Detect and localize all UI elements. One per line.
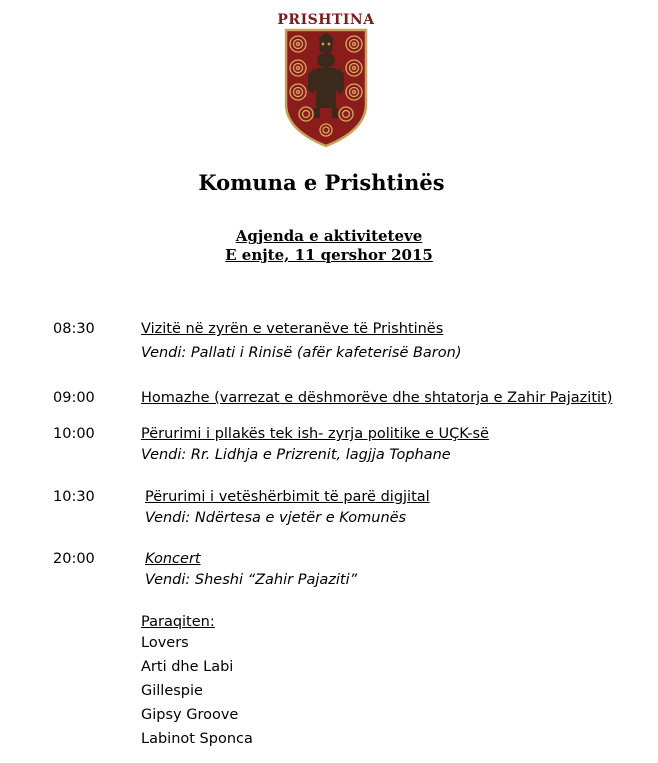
event-title: Përurimi i pllakës tek ish- zyrja politike e UÇK-së — [141, 426, 489, 442]
event-title: Homazhe (varrezat e dëshmorëve dhe shtatorja e Zahir Pajazitit) — [141, 390, 613, 406]
agenda-heading: Agjenda e aktiviteteve — [235, 227, 423, 245]
performer-item: Lovers — [141, 635, 189, 651]
event-time: 20:00 — [53, 551, 95, 567]
agenda-date: E enjte, 11 qershor 2015 — [225, 246, 433, 264]
performer-item: Arti dhe Labi — [141, 659, 234, 675]
event-time: 09:00 — [53, 390, 95, 406]
event-location: Vendi: Sheshi “Zahir Pajaziti” — [145, 572, 358, 588]
municipality-title: Komuna e Prishtinës — [198, 170, 445, 195]
event-title: Përurimi i vetëshërbimit të parë digjital — [145, 489, 430, 505]
performer-item: Gillespie — [141, 683, 203, 699]
event-location: Vendi: Ndërtesa e vjetër e Komunës — [145, 510, 407, 526]
event-time: 10:30 — [53, 489, 95, 505]
performer-item: Labinot Sponca — [141, 731, 253, 747]
performer-item: Gipsy Groove — [141, 707, 239, 723]
event-title: Vizitë në zyrën e veteranëve të Prishtinës — [141, 321, 444, 337]
event-location: Vendi: Rr. Lidhja e Prizrenit, lagjja Tophane — [141, 447, 451, 463]
prishtina-coat-of-arms-logo — [277, 8, 375, 148]
event-time: 08:30 — [53, 321, 95, 337]
event-location: Vendi: Pallati i Rinisë (afër kafeterisë Baron) — [141, 345, 462, 361]
logo-text: PRISHTINA — [277, 12, 375, 28]
event-title: Koncert — [145, 551, 201, 567]
performers-heading: Paraqiten: — [141, 614, 215, 630]
event-time: 10:00 — [53, 426, 95, 442]
